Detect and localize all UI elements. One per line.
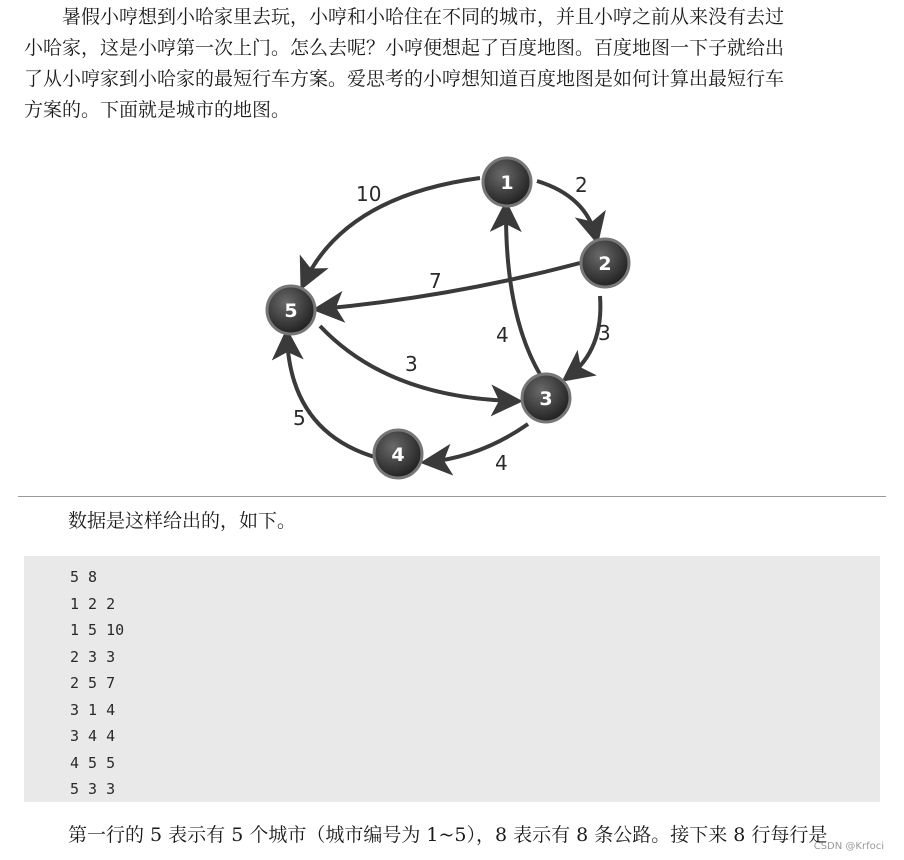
code-line: 3 4 4: [70, 727, 116, 745]
watermark: CSDN @Krfoci: [813, 841, 884, 852]
footer-text-line: 第一行的 5 表示有 5 个城市（城市编号为 1~5），8 表示有 8 条公路。接下来 8 行每行是: [68, 824, 828, 846]
code-block: [24, 556, 880, 802]
edge-1-2-weight: 2: [575, 173, 588, 197]
node-4: [374, 430, 422, 478]
code-line: 4 5 5: [70, 753, 116, 772]
edge-3-1-weight: 4: [496, 323, 509, 347]
intro-paragraph: [24, 2, 884, 126]
data-intro-text: 数据是这样给出的，如下。: [68, 510, 297, 532]
edge-4-5: [287, 336, 378, 458]
edge-3-1: [506, 208, 541, 376]
code-line: 1 5 10: [70, 621, 125, 639]
node-4-label: 4: [391, 444, 405, 466]
intro-line-4: 方案的。下面就是城市的地图。: [24, 99, 291, 121]
edge-1-5-weight: 10: [356, 182, 382, 206]
edge-2-3: [568, 296, 600, 377]
divider: [18, 496, 886, 497]
edge-4-5-weight: 5: [293, 406, 306, 430]
node-3-label: 3: [539, 388, 553, 410]
code-line: 5 8: [70, 568, 98, 586]
code-line: 1 2 2: [70, 594, 116, 613]
node-5: [267, 286, 315, 334]
node-2: [581, 239, 629, 287]
edge-2-5: [320, 263, 580, 309]
edge-5-3-weight: 3: [405, 352, 418, 376]
code-line: 2 3 3: [70, 647, 116, 666]
code-line: 5 3 3: [70, 780, 116, 798]
edge-3-4-weight: 4: [495, 451, 508, 475]
node-5-label: 5: [284, 300, 298, 322]
code-line: 3 1 4: [70, 700, 116, 719]
node-2-label: 2: [598, 253, 612, 275]
edge-3-4: [428, 424, 528, 462]
node-1: [483, 158, 531, 206]
edge-1-5: [304, 178, 480, 283]
edge-2-5-weight: 7: [429, 269, 442, 293]
node-1-label: 1: [500, 172, 514, 194]
node-3: [522, 374, 570, 422]
city-map-graph: [0, 150, 904, 495]
edge-2-3-weight: 3: [598, 321, 611, 345]
intro-line-1: 暑假小哼想到小哈家里去玩，小哼和小哈住在不同的城市，并且小哼之前从来没有去过: [62, 6, 785, 28]
intro-line-2: 小哈家，这是小哼第一次上门。怎么去呢？小哼便想起了百度地图。百度地图一下子就给出: [24, 37, 785, 59]
code-line: 2 5 7: [70, 674, 116, 692]
intro-line-3: 了从小哼家到小哈家的最短行车方案。爱思考的小哼想知道百度地图是如何计算出最短行车: [24, 68, 785, 90]
